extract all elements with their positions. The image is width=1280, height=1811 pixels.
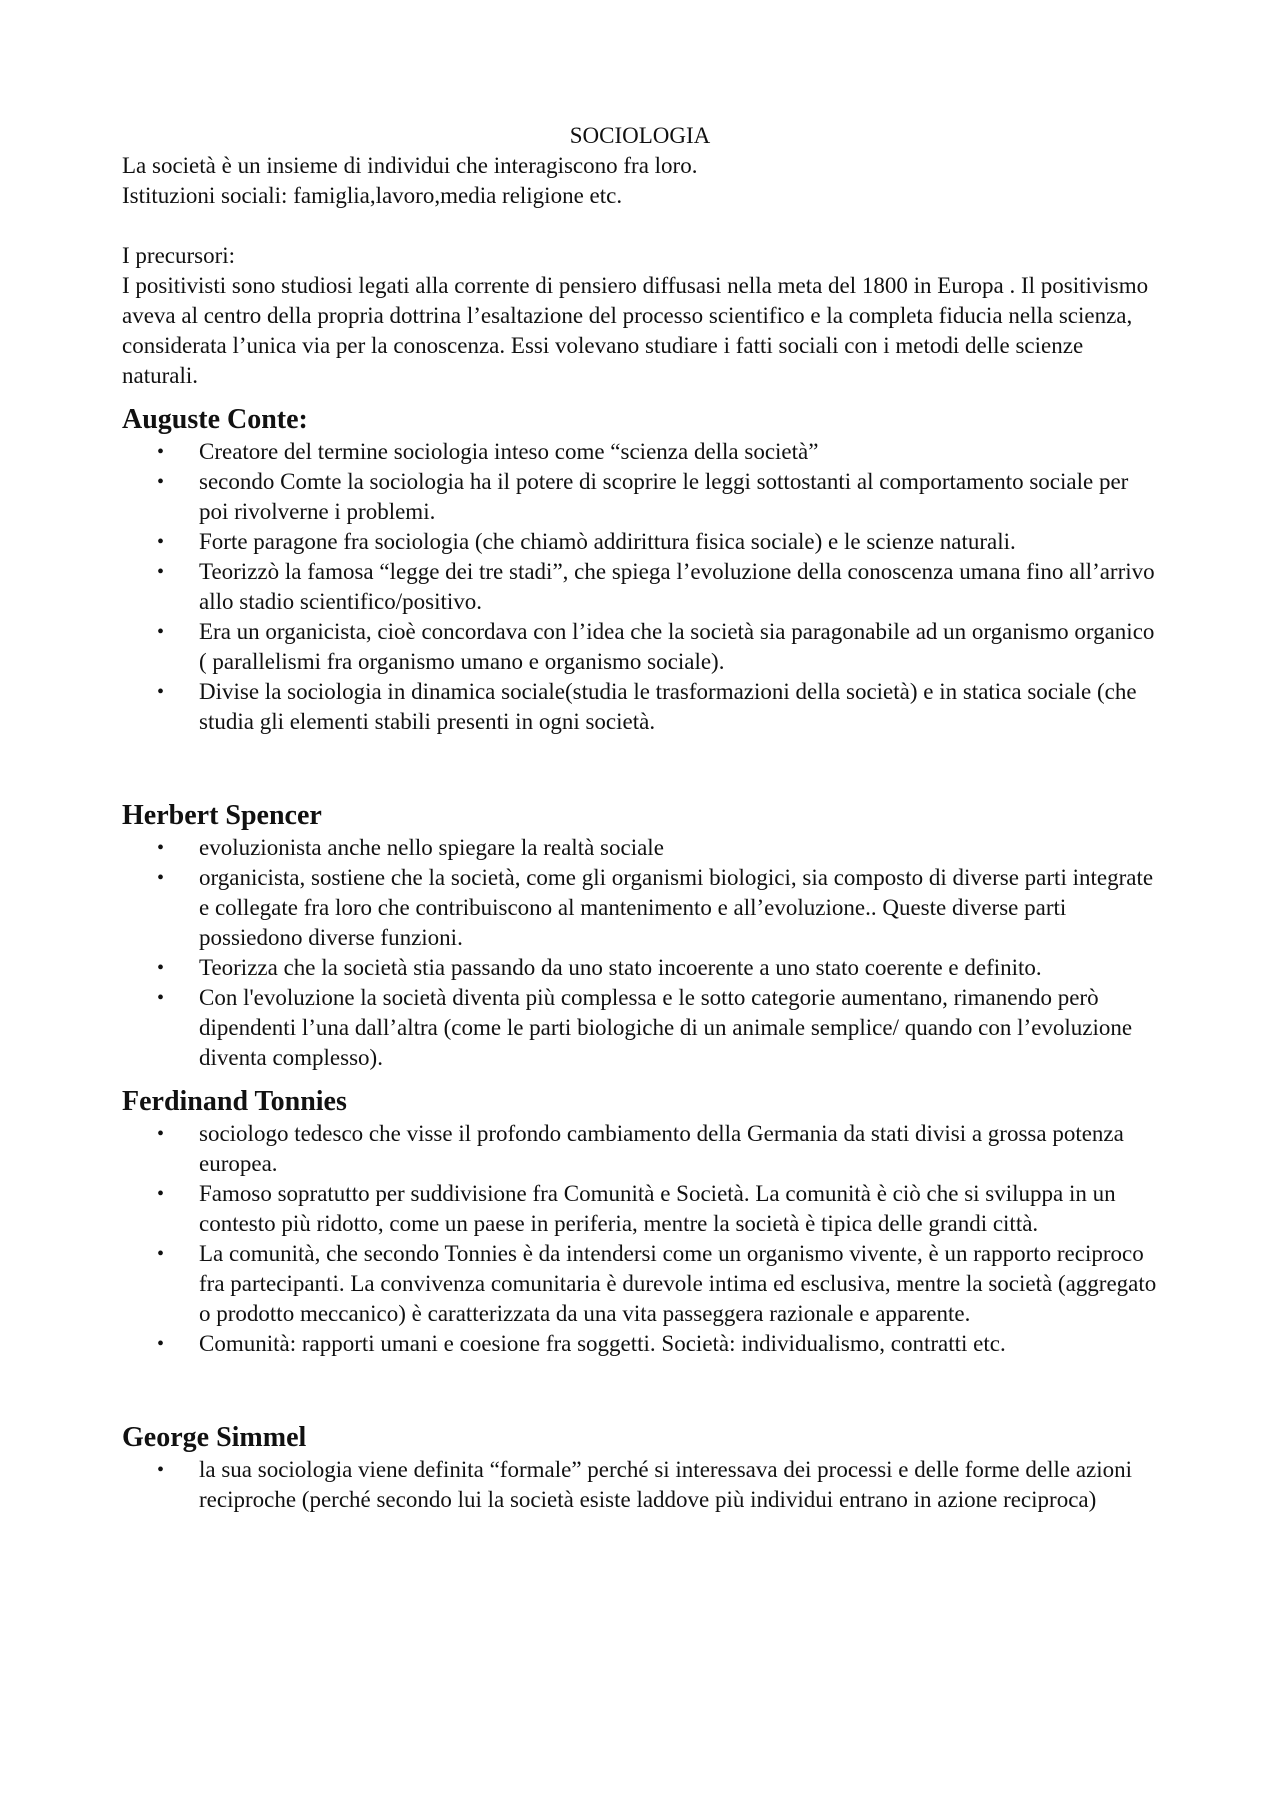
list-item	[157, 1329, 1158, 1359]
list-item	[157, 1119, 1158, 1179]
section-heading-herbert-spencer: Herbert Spencer	[122, 800, 322, 831]
bullet-icon: •	[157, 867, 165, 889]
list-item-text: Divise la sociologia in dinamica sociale(studia le trasformazioni della società) e in statica sociale (che studia gli elementi stabili presenti in ogni società.	[199, 679, 1137, 734]
bullet-icon: •	[157, 441, 165, 463]
bullet-icon: •	[157, 1333, 165, 1355]
bullet-icon: •	[157, 1183, 165, 1205]
list-item	[157, 953, 1158, 983]
list-item	[157, 1239, 1158, 1329]
bullet-icon: •	[157, 957, 165, 979]
list-item-text: Era un organicista, cioè concordava con l’idea che la società sia paragonabile ad un organismo organico ( parallelismi fra organismo umano e organismo sociale).	[199, 619, 1155, 674]
list-item-text: Comunità: rapporti umani e coesione fra soggetti. Società: individualismo, contratti etc.	[199, 1331, 1006, 1356]
bullet-icon: •	[157, 471, 165, 493]
list-item	[157, 467, 1158, 527]
section-heading-ferdinand-tonnies: Ferdinand Tonnies	[122, 1086, 347, 1117]
bullet-icon: •	[157, 1459, 165, 1481]
bullet-icon: •	[157, 1123, 165, 1145]
list-item-text: la sua sociologia viene definita “formale” perché si interessava dei processi e delle forme delle azioni reciproche (perché secondo lui la società esiste laddove più individui entrano in azione reciproca)	[199, 1457, 1133, 1512]
list-item-text: organicista, sostiene che la società, come gli organismi biologici, sia composto di diverse parti integrate e collegate fra loro che contribuiscono al mantenimento e all’evoluzione.. Queste diverse parti possiedono diverse funzioni.	[199, 865, 1154, 950]
bullet-icon: •	[157, 1243, 165, 1265]
list-item-text: La comunità, che secondo Tonnies è da intendersi come un organismo vivente, è un rapporto reciproco fra partecipanti. La convivenza comunitaria è durevole intima ed esclusiva, mentre la società (aggregato o prodotto meccanico) è caratterizzata da una vita passeggera razionale e apparente.	[199, 1241, 1157, 1326]
list-item-text: Teorizzò la famosa “legge dei tre stadi”, che spiega l’evoluzione della conoscenza umana fino all’arrivo allo stadio scientifico/positivo.	[199, 559, 1155, 614]
list-item-text: secondo Comte la sociologia ha il potere di scoprire le leggi sottostanti al comportamento sociale per poi rivolverne i problemi.	[199, 469, 1129, 524]
list-item-text: Creatore del termine sociologia inteso come “scienza della società”	[199, 439, 819, 464]
list-item	[157, 617, 1158, 677]
intro-line-2: Istituzioni sociali: famiglia,lavoro,media religione etc.	[122, 183, 623, 208]
bullet-icon: •	[157, 681, 165, 703]
list-item-text: evoluzionista anche nello spiegare la realtà sociale	[199, 835, 664, 860]
list-item	[157, 833, 1158, 863]
list-item	[157, 527, 1158, 557]
list-item	[157, 677, 1158, 737]
bullet-icon: •	[157, 531, 165, 553]
document-title: SOCIOLOGIA	[569, 123, 711, 148]
list-item	[157, 1455, 1158, 1515]
bullet-list-ferdinand-tonnies	[122, 1119, 1158, 1359]
list-item-text: Forte paragone fra sociologia (che chiamò addirittura fisica sociale) e le scienze naturali.	[199, 529, 1016, 554]
section-heading-auguste-conte: Auguste Conte:	[122, 404, 308, 435]
bullet-list-george-simmel	[122, 1455, 1158, 1515]
bullet-icon: •	[157, 837, 165, 859]
list-item	[157, 1179, 1158, 1239]
list-item	[157, 437, 1158, 467]
intro-line-1: La società è un insieme di individui che interagiscono fra loro.	[122, 153, 698, 178]
section-heading-george-simmel: George Simmel	[122, 1422, 307, 1453]
precursors-label: I precursori:	[122, 243, 236, 268]
bullet-list-herbert-spencer	[122, 833, 1158, 1073]
bullet-icon: •	[157, 987, 165, 1009]
bullet-icon: •	[157, 621, 165, 643]
list-item-text: sociologo tedesco che visse il profondo cambiamento della Germania da stati divisi a grossa potenza europea.	[199, 1121, 1124, 1176]
list-item	[157, 983, 1158, 1073]
list-item-text: Famoso sopratutto per suddivisione fra Comunità e Società. La comunità è ciò che si sviluppa in un contesto più ridotto, come un paese in periferia, mentre la società è tipica delle grandi città.	[199, 1181, 1116, 1236]
bullet-list-auguste-conte	[122, 437, 1158, 737]
list-item	[157, 557, 1158, 617]
list-item-text: Con l'evoluzione la società diventa più complessa e le sotto categorie aumentano, rimanendo però dipendenti l’una dall’altra (come le parti biologiche di un animale semplice/ quando con l’evoluzione diventa complesso).	[199, 985, 1133, 1070]
bullet-icon: •	[157, 561, 165, 583]
precursors-paragraph: I positivisti sono studiosi legati alla corrente di pensiero diffusasi nella meta del 1800 in Europa . Il positivismo aveva al centro della propria dottrina l’esaltazione del processo scientifico e la completa fiducia nella scienza, considerata l’unica via per la conoscenza. Essi volevano studiare i fatti sociali con i metodi delle scienze naturali.	[122, 273, 1149, 388]
list-item	[157, 863, 1158, 953]
list-item-text: Teorizza che la società stia passando da uno stato incoerente a uno stato coerente e definito.	[199, 955, 1042, 980]
